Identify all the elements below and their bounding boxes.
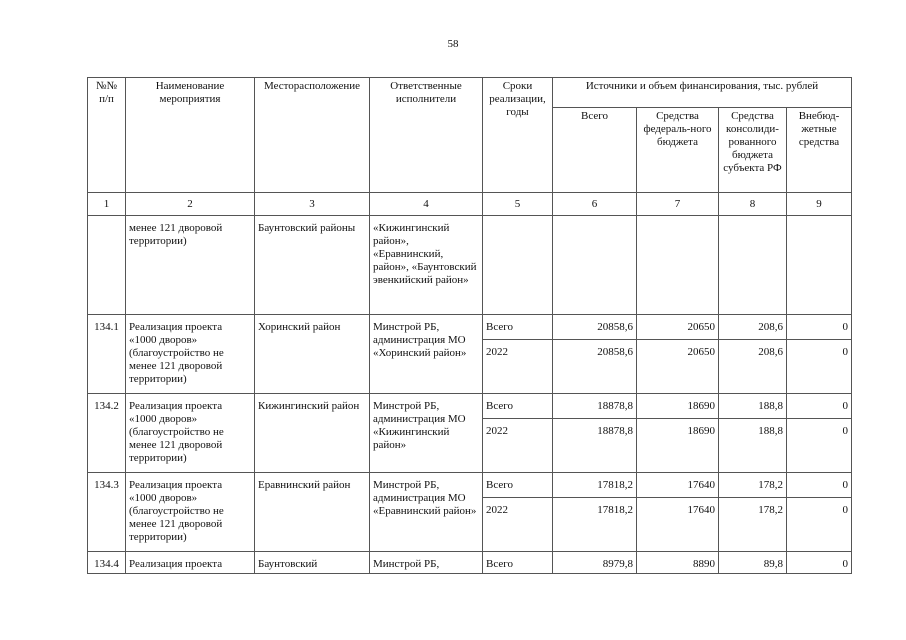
row-executors: Минстрой РБ, администрация МО «Еравнинский район» <box>370 473 483 552</box>
row-total: 8979,8 <box>553 552 637 574</box>
row-federal: 18690 <box>637 394 719 419</box>
header-location: Месторасположение <box>255 78 370 193</box>
table-row <box>88 394 852 419</box>
row-consolidated: 188,8 <box>719 419 787 473</box>
column-number: 4 <box>370 193 483 216</box>
row-extra: 0 <box>787 552 852 574</box>
continuation-name: менее 121 дворовой территории) <box>126 216 255 315</box>
row-number: 134.4 <box>88 552 126 574</box>
row-total: 17818,2 <box>553 473 637 498</box>
header-extrabudget: Внебюд-жетные средства <box>787 108 852 193</box>
column-number: 5 <box>483 193 553 216</box>
row-consolidated: 178,2 <box>719 473 787 498</box>
row-extra: 0 <box>787 340 852 394</box>
financing-table <box>87 77 852 574</box>
row-number: 134.3 <box>88 473 126 552</box>
row-name: Реализация проекта «1000 дворов» (благоустройство не менее 121 дворовой территории) <box>126 394 255 473</box>
row-total: 17818,2 <box>553 498 637 552</box>
header-financing: Источники и объем финансирования, тыс. рублей <box>553 78 852 108</box>
row-federal: 8890 <box>637 552 719 574</box>
row-executors: Минстрой РБ, администрация МО «Кижингинский район» <box>370 394 483 473</box>
row-extra: 0 <box>787 315 852 340</box>
column-number: 2 <box>126 193 255 216</box>
row-period: Всего <box>483 315 553 340</box>
row-consolidated: 208,6 <box>719 315 787 340</box>
row-extra: 0 <box>787 394 852 419</box>
header-name: Наименование мероприятия <box>126 78 255 193</box>
row-extra: 0 <box>787 473 852 498</box>
row-location: Хоринский район <box>255 315 370 394</box>
row-total: 18878,8 <box>553 394 637 419</box>
row-location: Еравнинский район <box>255 473 370 552</box>
column-number: 1 <box>88 193 126 216</box>
row-executors: Минстрой РБ, <box>370 552 483 574</box>
row-consolidated: 208,6 <box>719 340 787 394</box>
row-period: 2022 <box>483 419 553 473</box>
row-name: Реализация проекта <box>126 552 255 574</box>
row-federal: 17640 <box>637 473 719 498</box>
row-number: 134.2 <box>88 394 126 473</box>
row-period: 2022 <box>483 340 553 394</box>
row-federal: 20650 <box>637 340 719 394</box>
row-total: 20858,6 <box>553 315 637 340</box>
row-total: 18878,8 <box>553 419 637 473</box>
column-number-row <box>88 193 852 216</box>
continuation-location: Баунтовский районы <box>255 216 370 315</box>
row-location: Баунтовский <box>255 552 370 574</box>
row-total: 20858,6 <box>553 340 637 394</box>
header-executors: Ответственные исполнители <box>370 78 483 193</box>
row-federal: 17640 <box>637 498 719 552</box>
column-number: 8 <box>719 193 787 216</box>
row-period: Всего <box>483 394 553 419</box>
row-name: Реализация проекта «1000 дворов» (благоустройство не менее 121 дворовой территории) <box>126 473 255 552</box>
row-executors: Минстрой РБ, администрация МО «Хоринский район» <box>370 315 483 394</box>
row-consolidated: 188,8 <box>719 394 787 419</box>
row-consolidated: 178,2 <box>719 498 787 552</box>
header-period: Сроки реализации, годы <box>483 78 553 193</box>
row-period: 2022 <box>483 498 553 552</box>
row-federal: 20650 <box>637 315 719 340</box>
table-row <box>88 552 852 574</box>
table-row <box>88 216 852 315</box>
page-number: 58 <box>447 38 459 50</box>
table-row <box>88 315 852 340</box>
header-total: Всего <box>553 108 637 193</box>
column-number: 6 <box>553 193 637 216</box>
row-extra: 0 <box>787 498 852 552</box>
row-consolidated: 89,8 <box>719 552 787 574</box>
column-number: 3 <box>255 193 370 216</box>
row-extra: 0 <box>787 419 852 473</box>
row-number: 134.1 <box>88 315 126 394</box>
header-federal: Средства федераль-ного бюджета <box>637 108 719 193</box>
row-period: Всего <box>483 473 553 498</box>
row-name: Реализация проекта «1000 дворов» (благоустройство не менее 121 дворовой территории) <box>126 315 255 394</box>
continuation-executors: «Кижингинский район», «Еравнинский, район», «Баунтовский эвенкийский район» <box>370 216 483 315</box>
row-location: Кижингинский район <box>255 394 370 473</box>
table-row <box>88 473 852 498</box>
header-consolidated: Средства консолиди-рованного бюджета субъекта РФ <box>719 108 787 193</box>
column-number: 7 <box>637 193 719 216</box>
header-num: №№ п/п <box>88 78 126 193</box>
row-period: Всего <box>483 552 553 574</box>
column-number: 9 <box>787 193 852 216</box>
row-federal: 18690 <box>637 419 719 473</box>
